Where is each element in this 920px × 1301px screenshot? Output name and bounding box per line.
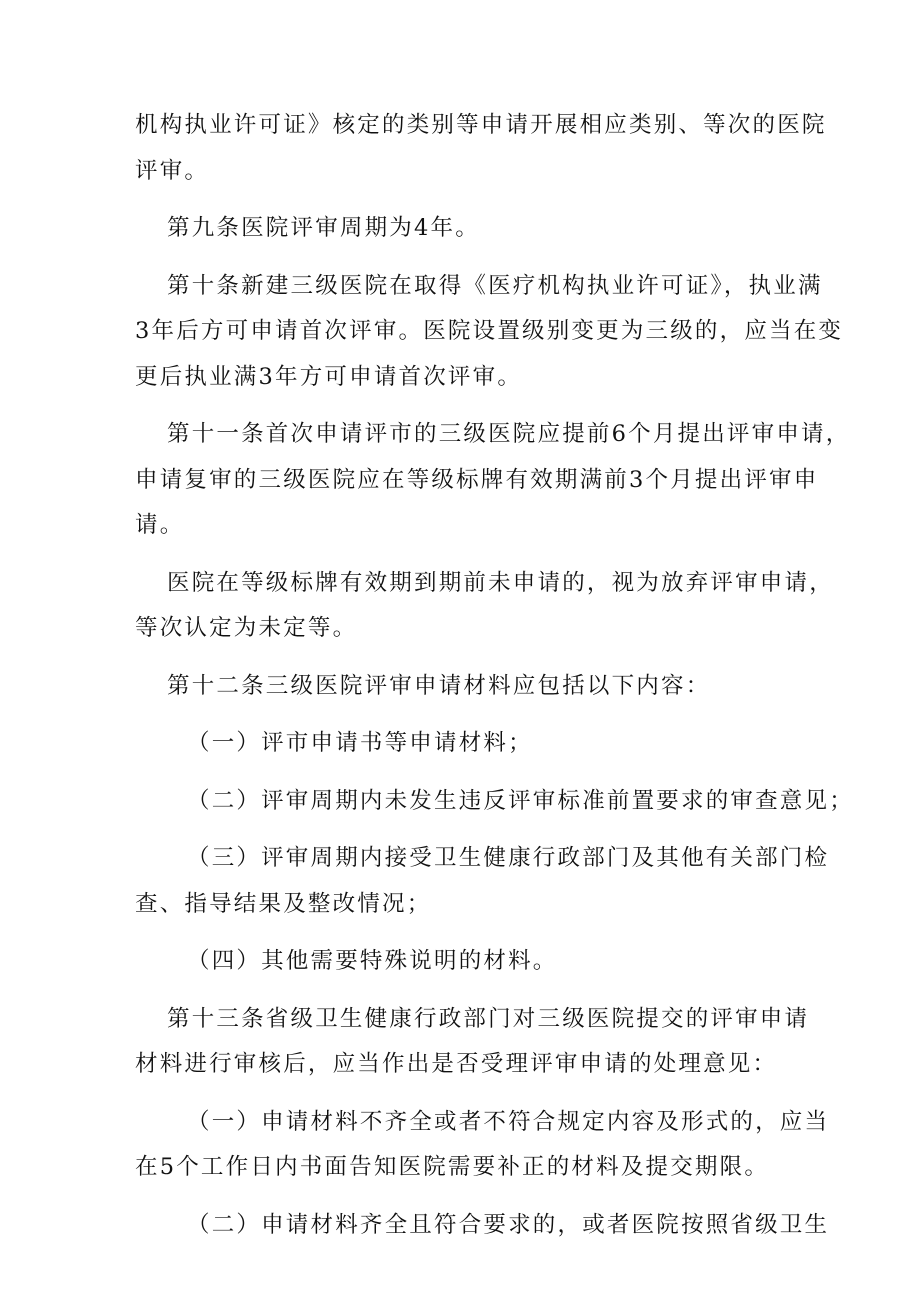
text-line: 查、指导结果及整改情况；: [135, 890, 432, 917]
text-line: （二）申请材料齐全且符合要求的，或者医院按照省级卫生: [187, 1211, 830, 1238]
paragraph-gap: [135, 400, 795, 412]
text-line: 等次认定为未定等。: [135, 615, 358, 641]
text-line: 第十三条省级卫生健康行政部门对三级医院提交的评审申请: [167, 1005, 810, 1032]
document-body: [135, 103, 854, 1248]
paragraph-gap: [135, 252, 795, 264]
text-line: 申请复审的三级医院应在等级标牌有效期满前3个月提出评审申: [135, 466, 819, 493]
text-line: 机构执业许可证》核定的类别等申请开展相应类别、等次的医院: [135, 112, 827, 138]
paragraph-gap: [135, 985, 795, 997]
paragraph-gap: [135, 927, 795, 939]
text-line: 评审。: [135, 157, 210, 184]
text-line: 请。: [135, 512, 185, 538]
text-line: （三）评审周期内接受卫生健康行政部门及其他有关部门检: [187, 845, 830, 871]
paragraph-gap: [135, 549, 795, 561]
text-line: （二）评审周期内未发生违反评审标准前置要求的审查意见；: [187, 787, 854, 814]
text-line: 3年后方可申请首次评审。医院设置级别变更为三级的，应当在变: [135, 318, 844, 344]
paragraph-gap: [135, 709, 795, 721]
paragraph-gap: [135, 1088, 795, 1100]
paragraph-gap: [135, 1191, 795, 1203]
text-line: 第十一条首次申请评市的三级医院应提前6个月提出评审申请，: [167, 421, 851, 447]
text-line: 第九条医院评审周期为4年。: [167, 215, 480, 241]
paragraph-gap: [135, 767, 795, 779]
text-line: 第十条新建三级医院在取得《医疗机构执业许可证》，执业满: [167, 272, 823, 299]
text-line: （一）评市申请书等申请材料；: [187, 730, 533, 756]
text-line: 材料进行审核后，应当作出是否受理评审申请的处理意见：: [135, 1051, 778, 1077]
text-line: 在5个工作日内书面告知医院需要补正的材料及提交期限。: [135, 1154, 770, 1180]
paragraph-gap: [135, 194, 795, 206]
text-line: 医院在等级标牌有效期到期前未申请的，视为放弃评审申请，: [167, 569, 834, 596]
text-line: （四）其他需要特殊说明的材料。: [187, 948, 558, 974]
paragraph-gap: [135, 652, 795, 664]
paragraph-gap: [135, 824, 795, 836]
text-line: （一）申请材料不齐全或者不符合规定内容及形式的，应当: [187, 1108, 830, 1135]
text-line: 第十二条三级医院评审申请材料应包括以下内容：: [167, 672, 711, 699]
text-line: 更后执业满3年方可申请首次评审。: [135, 363, 523, 390]
